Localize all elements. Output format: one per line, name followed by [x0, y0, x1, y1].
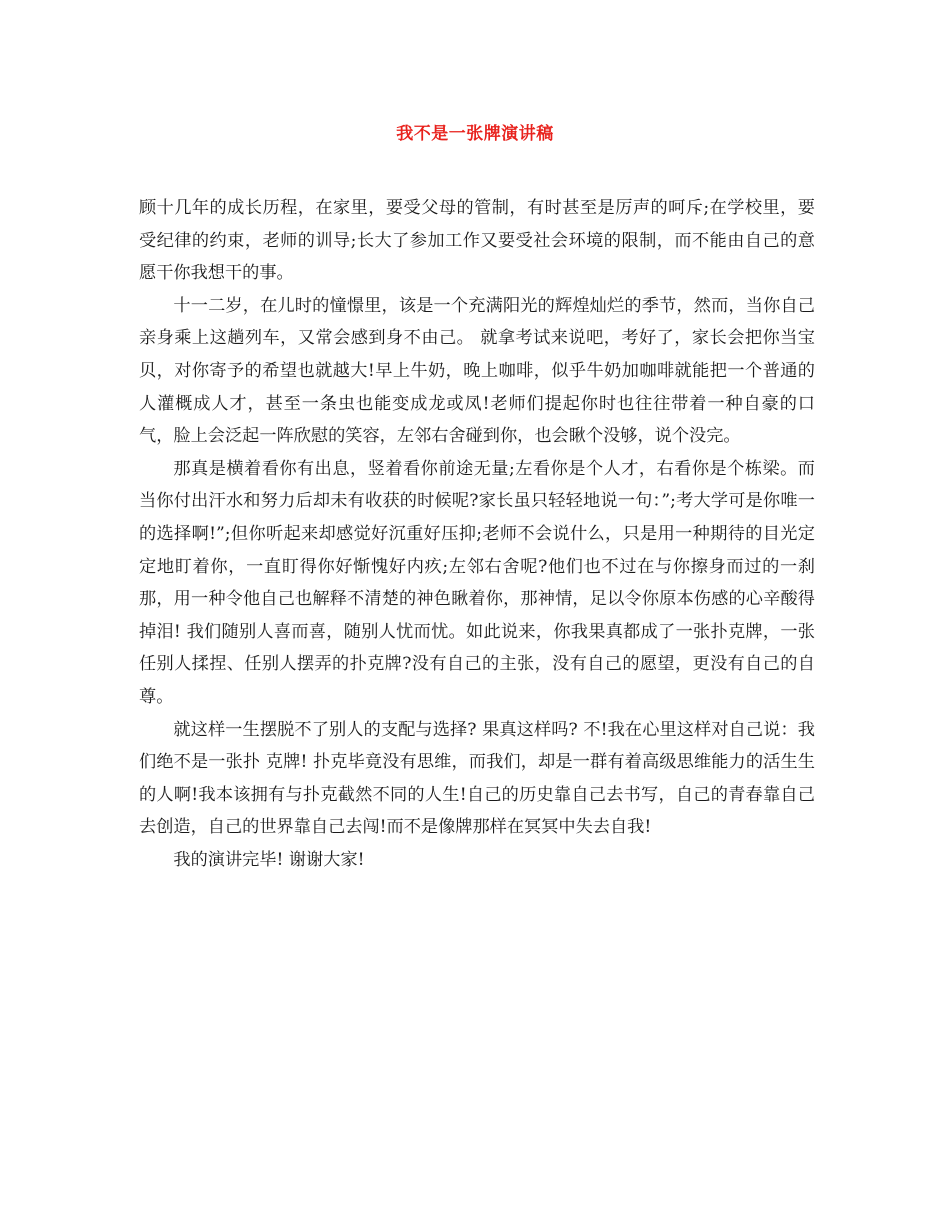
document-title: 我不是一张牌演讲稿 — [396, 124, 554, 144]
paragraph-4: 就这样一生摆脱不了别人的支配与选择? 果真这样吗? 不!我在心里这样对自己说：我们绝不是一张扑 克牌! 扑克毕竟没有思维，而我们，却是一群有着高级思维能力的活生生的人啊!我本该拥有与扑克截然不同的人生!自己的历史靠自己去书写，自己的青春靠自己去创造，自己的世界靠自己去闯!而不是像牌那样在冥冥中失去自我! — [139, 719, 815, 838]
paragraph-5: 我的演讲完毕! 谢谢大家! — [173, 849, 365, 870]
paragraph-2: 十一二岁，在儿时的憧憬里，该是一个充满阳光的辉煌灿烂的季节，然而，当你自己亲身乘上这趟列车，又常会感到身不由己。 就拿考试来说吧，考好了，家长会把你当宝贝，对你寄予的希望也就越大!早上牛奶，晚上咖啡，似乎牛奶加咖啡就能把一个普通的人灌概成人才，甚至一条虫也能变成龙或凤!老师们提起你时也往往带着一种自豪的口气，脸上会泛起一阵欣慰的笑容，左邻右舍碰到你，也会瞅个没够，说个没完。 — [139, 295, 815, 447]
paragraph-1: 顾十几年的成长历程，在家里，要受父母的管制，有时甚至是厉声的呵斥;在学校里，要受纪律的约束，老师的训导;长大了参加工作又要受社会环境的限制，而不能由自己的意愿干你我想干的事。 — [139, 198, 815, 284]
paragraph-3: 那真是横着看你有出息，竖着看你前途无量;左看你是个人才，右看你是个栋梁。而当你付出汗水和努力后却未有收获的时候呢?家长虽只轻轻地说一句：”;考大学可是你唯一的选择啊!”;但你听起来却感觉好沉重好压抑;老师不会说什么，只是用一种期待的目光定定地盯着你，一直盯得你好惭愧好内疚;左邻右舍呢?他们也不过在与你擦身而过的一刹那，用一种令他自己也解释不清楚的神色瞅着你，那神情，足以令你原本伤感的心辛酸得掉泪! 我们随别人喜而喜，随别人忧而忧。如此说来，你我果真都成了一张扑克牌，一张任别人揉捏、任别人摆弄的扑克牌?没有自己的主张，没有自己的愿望，更没有自己的自尊。 — [139, 458, 815, 707]
document-body — [139, 192, 815, 876]
